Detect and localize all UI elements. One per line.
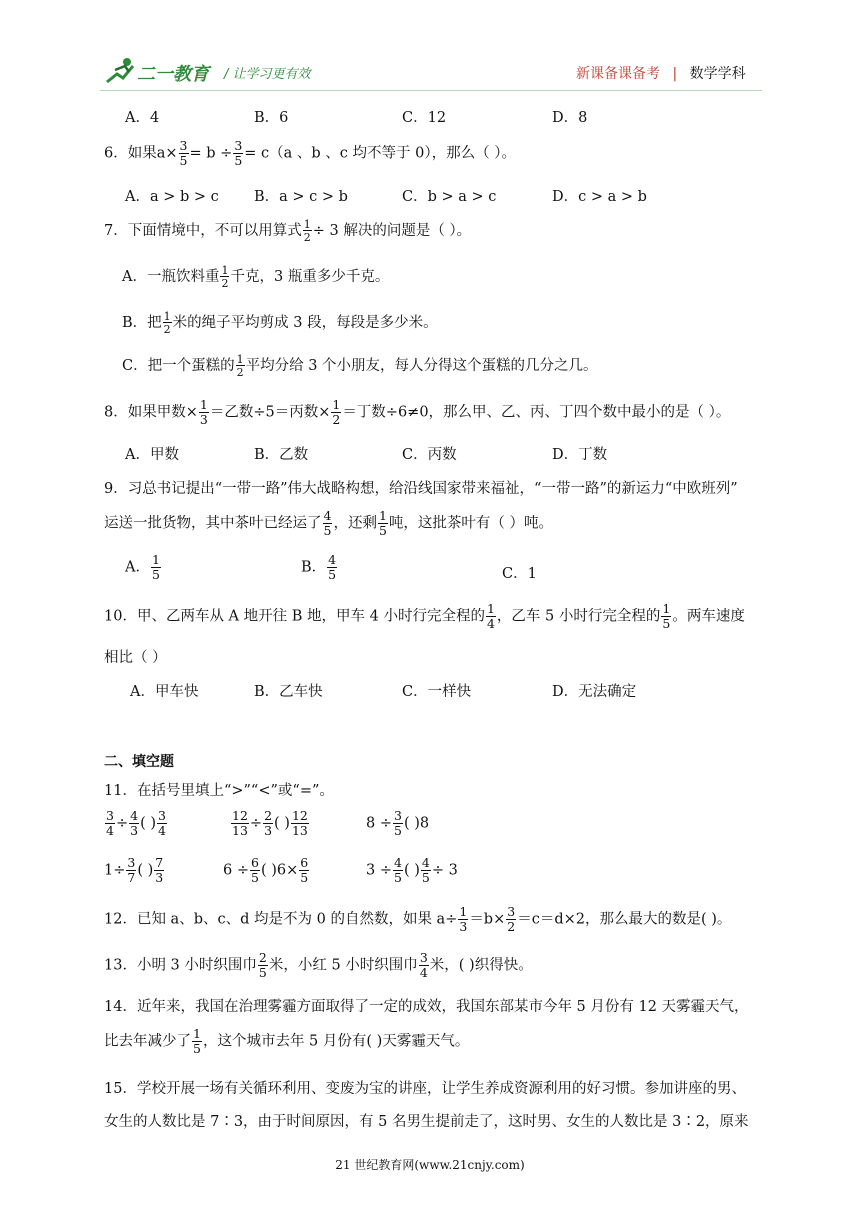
fraction: $\frac{1}{2}$ — [303, 218, 311, 244]
slogan-slash: / — [224, 67, 233, 82]
q5-option-c: C．12 — [402, 110, 447, 126]
fraction: $\frac{1}{5}$ — [378, 508, 387, 538]
header-right — [576, 63, 746, 83]
q6-option-a: A．a > b > c — [125, 189, 219, 205]
q9-line1: 9．习总书记提出“一带一路”伟大战略构想，给沿线国家带来福祉，“一带一路”的新运力“中欧班列” — [104, 481, 738, 497]
header-divider — [100, 90, 762, 91]
q15-line1: 15．学校开展一场有关循环利用、变废为宝的讲座，让学生养成资源利用的好习惯。参加讲座的男、 — [104, 1081, 746, 1097]
answer-blank: ( ) — [140, 815, 156, 832]
q11-stem: 11．在括号里填上“>”“<”或“=”。 — [104, 783, 334, 799]
q8-option-a: A．甲数 — [125, 447, 179, 463]
logo-text: 二一教育 — [137, 64, 209, 85]
answer-blank: ( ) — [274, 815, 290, 832]
q5-option-a: A．4 — [125, 110, 160, 126]
q10-option-b: B．乙车快 — [254, 684, 323, 700]
footer: 21 世纪教育网(www.21cnjy.com) — [335, 1158, 525, 1172]
q13-stem: 13．小明 3 小时织围巾 $\frac{2}{5}$ 米，小红 5 小时织围巾 $\frac{3}{4}$ 米，( )织得快。 — [104, 950, 533, 980]
header-subject: 数学学科 — [689, 66, 746, 82]
fraction: $\frac{1}{5}$ — [151, 552, 160, 582]
q9-option-c: C．1 — [502, 566, 537, 582]
q10-option-a: A．甲车快 — [130, 684, 199, 700]
q10-line1: 10．甲、乙两车从 A 地开往 B 地，甲车 4 小时行完全程的 $\frac{1}{4}$ ，乙车 5 小时行完全程的 $\frac{1}{5}$ 。两车速度 — [104, 601, 745, 631]
slogan: 让学习更有效 — [232, 67, 311, 82]
q10-option-c: C．一样快 — [402, 684, 472, 700]
fraction: $\frac{1}{4}$ — [486, 601, 495, 631]
q8-option-c: C．丙数 — [402, 447, 457, 463]
fraction: $\frac{4}{5}$ — [328, 552, 337, 582]
q15-line2: 女生的人数比是 7∶3，由于时间原因，有 5 名男生提前走了，这时男、女生的人数比是 3∶2，原来 — [104, 1114, 749, 1130]
q5-option-b: B．6 — [254, 110, 289, 126]
q11-row1-item3: 8 ÷ $\frac{3}{5}$ ( )8 — [366, 808, 430, 838]
answer-blank: ( ) — [403, 862, 420, 879]
fraction: $\frac{4}{5}$ — [323, 508, 332, 538]
q11-row1-item2: $\frac{12}{13}$ ÷ $\frac{2}{3}$ ( ) $\frac{12}{13}$ — [232, 808, 308, 838]
q14-line2: 比去年减少了 $\frac{1}{5}$ ，这个城市去年 5 月份有( )天雾霾天气。 — [104, 1026, 470, 1056]
header-separator: | — [672, 66, 678, 82]
q7-option-b: B．把 $\frac{1}{2}$ 米的绳子平均剪成 3 段，每段是多少米。 — [122, 310, 438, 336]
q7-option-c: C．把一个蛋糕的 $\frac{1}{2}$ 平均分给 3 个小朋友，每人分得这个蛋糕的几分之几。 — [122, 353, 598, 379]
fraction: $\frac{1}{2}$ — [221, 264, 229, 290]
q10-option-d: D．无法确定 — [552, 684, 637, 700]
q7-option-a: A．一瓶饮料重 $\frac{1}{2}$ 千克，3 瓶重多少千克。 — [122, 264, 390, 290]
fraction: $\frac{3}{5}$ — [234, 138, 243, 168]
fraction: $\frac{3}{5}$ — [179, 138, 188, 168]
header-title: 新课备课备考 — [576, 66, 660, 82]
q6-option-b: B．a > c > b — [254, 189, 348, 205]
q7-stem: 7．下面情境中，不可以用算式 $\frac{1}{2}$ ÷ 3 解决的问题是（ ）。 — [104, 218, 472, 244]
q11-row2-item1: 1÷ $\frac{3}{7}$ ( ) $\frac{7}{3}$ — [104, 855, 164, 885]
fraction: $\frac{1}{2}$ — [163, 310, 171, 336]
section-title: 二、填空题 — [104, 754, 174, 770]
q11-row2-item2: 6 ÷ $\frac{6}{5}$ ( )6× $\frac{6}{5}$ — [223, 855, 309, 885]
q9-line2: 运送一批货物，其中茶叶已经运了 $\frac{4}{5}$ ，还剩 $\frac{1}{5}$ 吨，这批茶叶有（ ）吨。 — [104, 508, 554, 538]
q8-stem: 8．如果甲数× $\frac{1}{3}$ ＝乙数÷5＝丙数× $\frac{1}{2}$ ＝丁数÷6≠0，那么甲、乙、丙、丁四个数中最小的是（ ）。 — [104, 397, 731, 427]
q6-option-d: D．c > a > b — [552, 189, 647, 205]
q11-row2-item3: 3 ÷ $\frac{4}{5}$ ( ) $\frac{4}{5}$ ÷ 3 — [366, 855, 458, 885]
q11-row1-item1: $\frac{3}{4}$ ÷ $\frac{4}{3}$ ( ) $\frac{3}{4}$ — [106, 808, 166, 838]
fraction: $\frac{1}{3}$ — [199, 397, 208, 427]
q8-option-d: D．丁数 — [552, 447, 608, 463]
q10-line2: 相比（ ） — [104, 650, 167, 666]
q9-option-a: A． $\frac{1}{5}$ — [125, 552, 160, 582]
q12-stem: 12．已知 a、b、c、d 均是不为 0 的自然数，如果 a÷ $\frac{1}{3}$ ＝b× $\frac{3}{2}$ ＝c＝d×2，那么最大的数是( )。 — [104, 904, 732, 934]
running-person-logo-icon — [103, 56, 137, 86]
q8-option-b: B．乙数 — [254, 447, 309, 463]
q6-option-c: C．b > a > c — [402, 189, 497, 205]
fraction: $\frac{1}{5}$ — [662, 601, 671, 631]
q6-stem: 6．如果a× $\frac{3}{5}$ = b ÷ $\frac{3}{5}$ = c（a 、b 、c 均不等于 0），那么（ ）。 — [104, 138, 516, 168]
q14-line1: 14．近年来，我国在治理雾霾方面取得了一定的成效，我国东部某市今年 5 月份有 12 天雾霾天气， — [104, 999, 749, 1015]
q5-option-d: D．8 — [552, 110, 588, 126]
fraction: $\frac{1}{2}$ — [332, 397, 341, 427]
fraction: $\frac{1}{2}$ — [236, 353, 244, 379]
answer-blank: ( ) — [137, 862, 154, 879]
answer-blank: ( ) — [260, 862, 277, 879]
q9-option-b: B． $\frac{4}{5}$ — [301, 552, 337, 582]
answer-blank: ( ) — [403, 815, 420, 832]
